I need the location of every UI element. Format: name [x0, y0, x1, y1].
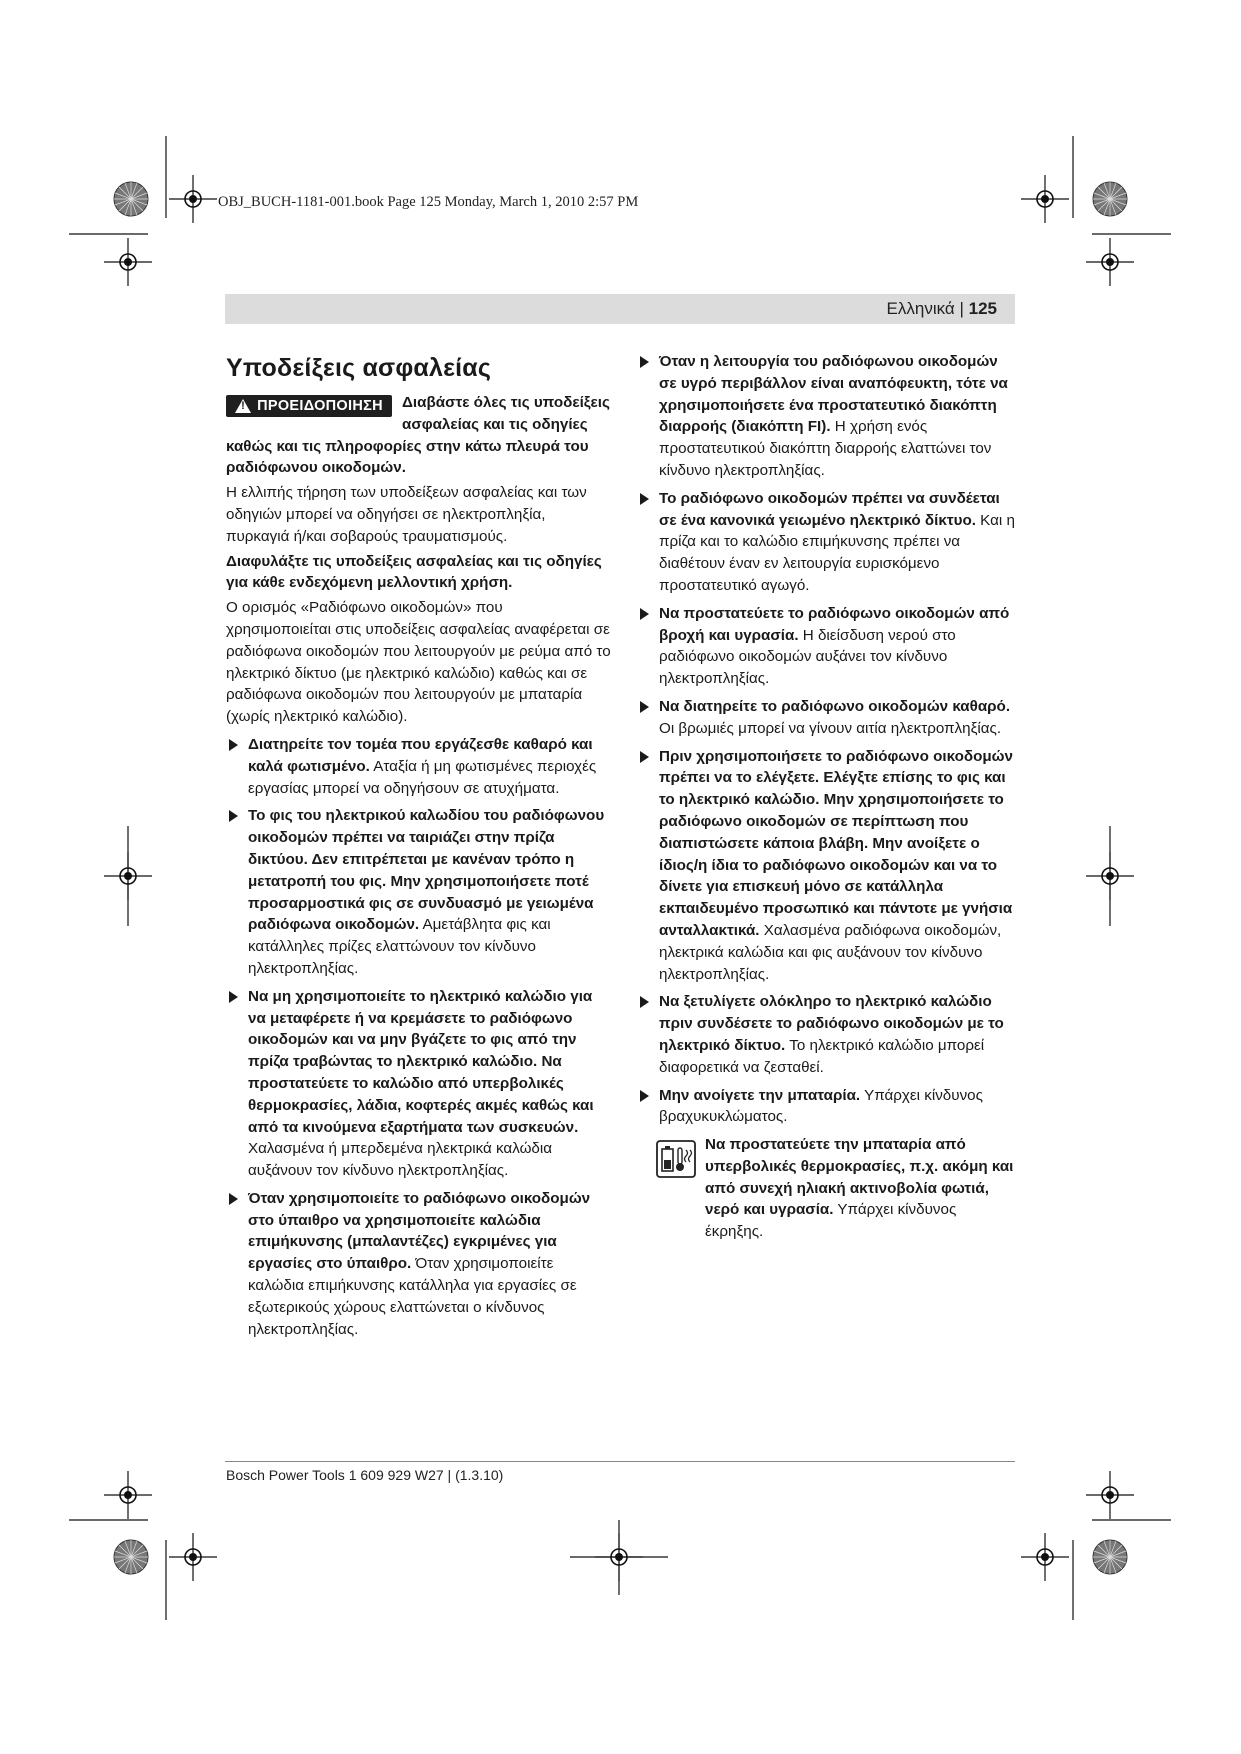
bullet-arrow-icon	[229, 810, 238, 822]
bullet-arrow-icon	[640, 608, 649, 620]
safety-item: Το ραδιόφωνο οικοδομών πρέπει να συνδέεται σε ένα κανονικά γειωμένο ηλεκτρικό δίκτυο. Και η πρίζα και το καλώδιο επιμήκυνσης πρέπει να διαθέτουν έναν εν λειτουργία ευρισκόμενο προστατευτικό αγωγό.	[637, 488, 1015, 597]
warning-badge-label: ΠΡΟΕΙΔΟΠΟΙΗΣΗ	[257, 398, 383, 414]
safety-item: Διατηρείτε τον τομέα που εργάζεσθε καθαρό και καλά φωτισμένο. Αταξία ή μη φωτισμένες περιοχές εργασίας μπορεί να οδηγήσουν σε ατυχήματα.	[226, 734, 611, 799]
page-header	[225, 294, 1015, 324]
warning-badge	[226, 395, 392, 417]
bullet-arrow-icon	[640, 356, 649, 368]
warning-bold-text: Διαβάστε όλες τις υποδείξεις ασφαλείας και τις οδηγίες καθώς και τις πληροφορίες στην κάτω πλευρά του ραδιόφωνου οικοδομών.	[226, 394, 610, 477]
warning-triangle-icon	[235, 399, 251, 413]
battery-heat-warning-icon	[656, 1140, 696, 1178]
safety-item: Όταν χρησιμοποιείτε το ραδιόφωνο οικοδομών στο ύπαιθρο να χρησιμοποιείτε καλώδια επιμήκυνσης (μπαλαντέζες) εγκριμένες για εργασίες στο ύπαιθρο. Όταν χρησιμοποιείτε καλώδια επιμήκυνσης κατάλληλα για εργασίες σε εξωτερικούς χώρους ελαττώνεται ο κίνδυνος ηλεκτροπληξίας.	[226, 1188, 611, 1341]
footer-divider	[225, 1461, 1015, 1462]
keep-instructions-note: Διαφυλάξτε τις υποδείξεις ασφαλείας και τις οδηγίες για κάθε ενδεχόμενη μελλοντική χρήση.	[226, 552, 602, 592]
safety-item: Το φις του ηλεκτρικού καλωδίου του ραδιόφωνου οικοδομών πρέπει να ταιριάζει στην πρίζα δικτύου. Δεν επιτρέπεται με κανέναν τρόπο η μετατροπή του φις. Μην χρησιμοποιήσετε ποτέ προσαρμοστικά φις σε συνδυασμό με γειωμένα ραδιόφωνα οικοδομών. Αμετάβλητα φις και κατάλληλες πρίζες ελαττώνουν τον κίνδυνο ηλεκτροπληξίας.	[226, 805, 611, 979]
bullet-arrow-icon	[229, 739, 238, 751]
print-info: OBJ_BUCH-1181-001.book Page 125 Monday, March 1, 2010 2:57 PM	[218, 194, 639, 210]
right-column	[637, 351, 1015, 1243]
header-separator: |	[959, 299, 964, 318]
header-label	[887, 294, 1015, 324]
safety-item: Πριν χρησιμοποιήσετε το ραδιόφωνο οικοδομών πρέπει να το ελέγξετε. Ελέγξτε επίσης το φις και το ηλεκτρικό καλώδιο. Μην χρησιμοποιήσετε το ραδιόφωνο οικοδομών σε περίπτωση που διαπιστώσετε κάποια βλάβη. Μην ανοίξετε ο ίδιος/η ίδια το ραδιόφωνο οικοδομών και να το δίνετε για επισκευή μόνο σε κατάλληλα εκπαιδευμένο προσωπικό και πάντοτε με γνήσια ανταλλακτικά. Χαλασμένα ραδιόφωνα οικοδομών, ηλεκτρικά καλώδια και φις αυξάνουν τον κίνδυνο ηλεκτροπληξίας.	[637, 746, 1015, 986]
safety-item: Να μη χρησιμοποιείτε το ηλεκτρικό καλώδιο για να μεταφέρετε ή να κρεμάσετε το ραδιόφωνο οικοδομών και να μην βγάζετε το φις από την πρίζα τραβώντας το ηλεκτρικό καλώδιο. Να προστατεύετε το καλώδιο από υπερβολικές θερμοκρασίες, λάδια, κοφτερές ακμές καθώς και από τα κινούμενα εξαρτήματα των συσκευών. Χαλασμένα ή μπερδεμένα ηλεκτρικά καλώδια αυξάνουν τον κίνδυνο ηλεκτροπληξίας.	[226, 986, 611, 1182]
page-footer: Bosch Power Tools 1 609 929 W27 | (1.3.10)	[226, 1467, 504, 1483]
bullet-arrow-icon	[640, 493, 649, 505]
safety-item: Να προστατεύετε το ραδιόφωνο οικοδομών από βροχή και υγρασία. Η διείσδυση νερού στο ραδιόφωνο οικοδομών αυξάνει τον κίνδυνο ηλεκτροπληξίας.	[637, 603, 1015, 690]
battery-warning-text: Υπάρχει κίνδυνος έκρηξης.	[705, 1201, 957, 1241]
section-title: Υποδείξεις ασφαλείας	[226, 354, 492, 382]
safety-item: Να διατηρείτε το ραδιόφωνο οικοδομών καθαρό. Οι βρωμιές μπορεί να γίνουν αιτία ηλεκτροπληξίας.	[637, 696, 1015, 740]
left-column	[226, 352, 611, 1345]
safety-item: Να ξετυλίγετε ολόκληρο το ηλεκτρικό καλώδιο πριν συνδέσετε το ραδιόφωνο οικοδομών με το ηλεκτρικό δίκτυο. Το ηλεκτρικό καλώδιο μπορεί διαφορετικά να ζεσταθεί.	[637, 991, 1015, 1078]
bullet-arrow-icon	[229, 991, 238, 1003]
battery-warning	[637, 1134, 1015, 1243]
warning-text: Η ελλιπής τήρηση των υποδείξεων ασφαλείας και των οδηγιών μπορεί να οδηγήσει σε ηλεκτροπληξία, πυρκαγιά ή/και σοβαρούς τραυματισμούς.	[226, 484, 587, 545]
definition-paragraph: Ο ορισμός «Ραδιόφωνο οικοδομών» που χρησιμοποιείται στις υποδείξεις ασφαλείας αναφέρεται σε ραδιόφωνα οικοδομών που λειτουργούν με ρεύμα από το ηλεκτρικό δίκτυο (με ηλεκτρικό καλώδιο) καθώς και σε ραδιόφωνα οικοδομών που λειτουργούν με μπαταρία (χωρίς ηλεκτρικό καλώδιο).	[226, 599, 611, 726]
battery-warning-bold: Να προστατεύετε την μπαταρία από υπερβολικές θερμοκρασίες, π.χ. ακόμη και από συνεχή ηλιακή ακτινοβολία φωτιά, νερό και υγρασία.	[705, 1136, 1014, 1219]
header-language: Ελληνικά	[886, 299, 955, 318]
bullet-arrow-icon	[229, 1193, 238, 1205]
page-number: 125	[968, 299, 997, 318]
bullet-arrow-icon	[640, 751, 649, 763]
safety-item: Μην ανοίγετε την μπαταρία. Υπάρχει κίνδυνος βραχυκυκλώματος.	[637, 1085, 1015, 1129]
bullet-arrow-icon	[640, 701, 649, 713]
bullet-arrow-icon	[640, 1090, 649, 1102]
warning-block	[226, 392, 611, 548]
bullet-arrow-icon	[640, 996, 649, 1008]
safety-item: Όταν η λειτουργία του ραδιόφωνου οικοδομών σε υγρό περιβάλλον είναι αναπόφευκτη, τότε να χρησιμοποιήσετε ένα προστατευτικό διακόπτη διαρροής (διακόπτη FI). Η χρήση ενός προστατευτικού διακόπτη διαρροής ελαττώνει τον κίνδυνο ηλεκτροπληξίας.	[637, 351, 1015, 482]
